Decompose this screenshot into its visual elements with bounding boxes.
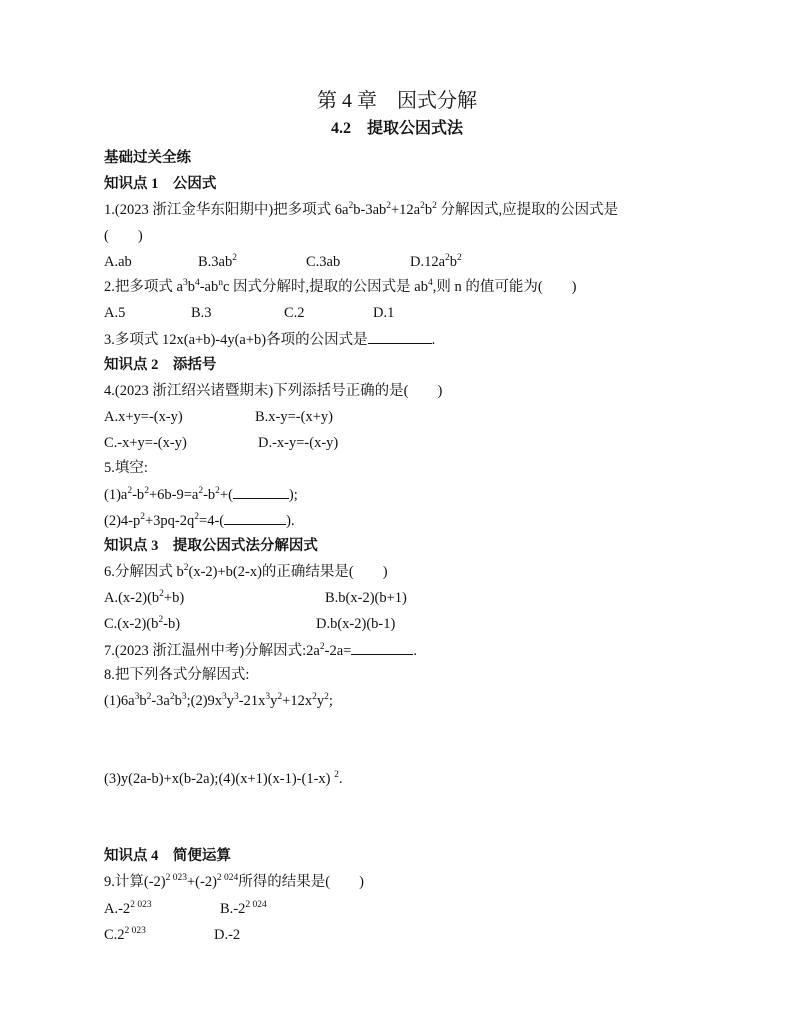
question-4: 4.(2023 浙江绍兴诸暨期末)下列添括号正确的是( ) bbox=[104, 383, 443, 399]
q2-option-a[interactable]: A.5 bbox=[104, 305, 126, 321]
answer-blank[interactable] bbox=[351, 640, 413, 655]
q9-option-c[interactable]: $C.2^{2 023}$ bbox=[104, 926, 146, 943]
question-1-answer-paren: ( ) bbox=[104, 228, 143, 244]
q2-option-b[interactable]: B.3 bbox=[191, 305, 212, 321]
q1-option-b[interactable]: $B.3ab^2$ bbox=[198, 253, 237, 270]
q9-option-a[interactable]: $A.-2^{2 023}$ bbox=[104, 900, 152, 917]
answer-blank[interactable] bbox=[224, 510, 286, 525]
question-1: 1.(2023 浙江金华东阳期中)把多项式 $6a^2b-3ab^2+12a^2b^2$ 分解因式,应提取的公因式是 bbox=[104, 201, 619, 218]
question-8-parts-3-4: (3)y(2a-b)+x(b-2a);(4)(x+1)(x-1)-(1-x) $^2$. bbox=[104, 770, 343, 787]
q9-option-b[interactable]: $B.-2^{2 024}$ bbox=[220, 900, 267, 917]
section-subtitle: 4.2 提取公因式法 bbox=[330, 120, 463, 137]
question-9: 9.计算$(-2)^{2 023}+(-2)^{2 024}$所得的结果是( ) bbox=[104, 873, 364, 890]
chapter-title bbox=[0, 88, 794, 114]
knowledge-point-2-heading: 知识点 2 添括号 bbox=[104, 357, 217, 373]
question-2: 2.把多项式 $a^3b^4-ab^nc$ 因式分解时,提取的公因式是 $ab^4$,则 n 的值可能为( ) bbox=[104, 278, 577, 295]
q6-option-c[interactable]: $C.(x-2)(b^2-b)$ bbox=[104, 615, 181, 632]
question-5-part-1: $(1)a^2-b^2+6b-9=a^2-b^2+$( ); bbox=[104, 486, 298, 503]
q6-option-d[interactable]: D.b(x-2)(b-1) bbox=[316, 616, 396, 632]
q6-option-b[interactable]: B.b(x-2)(b+1) bbox=[325, 590, 407, 606]
q1-option-c[interactable]: C.3ab bbox=[306, 254, 341, 270]
question-5-part-2: $(2)4-p^2+3pq-2q^2=4-$( ). bbox=[104, 512, 295, 529]
question-8: 8.把下列各式分解因式: bbox=[104, 667, 250, 683]
question-3: 3.多项式 12x(a+b)-4y(a+b)各项的公因式是 . bbox=[104, 329, 435, 350]
q6-option-a[interactable]: $A.(x-2)(b^2+b)$ bbox=[104, 589, 185, 606]
q2-option-c[interactable]: C.2 bbox=[284, 305, 305, 321]
q4-option-d[interactable]: D.-x-y=-(x-y) bbox=[258, 435, 339, 451]
q9-option-d[interactable]: D.-2 bbox=[214, 927, 241, 943]
question-6: 6.分解因式 $b^2(x-2)+b(2-x)$的正确结果是( ) bbox=[104, 563, 388, 580]
section-heading: 基础过关全练 bbox=[104, 150, 191, 166]
chapter-name: 因式分解 bbox=[397, 90, 477, 112]
question-5: 5.填空: bbox=[104, 460, 148, 476]
knowledge-point-4-heading: 知识点 4 简便运算 bbox=[104, 848, 231, 864]
answer-blank[interactable] bbox=[233, 484, 289, 499]
q4-option-c[interactable]: C.-x+y=-(x-y) bbox=[104, 435, 187, 451]
question-7: 7.(2023 浙江温州中考)分解因式$:2a^2-2a=$ . bbox=[104, 642, 417, 659]
chapter-number: 第 4 章 bbox=[317, 90, 377, 112]
knowledge-point-1-heading: 知识点 1 公因式 bbox=[104, 176, 217, 192]
q1-option-d[interactable]: $D.12a^2b^2$ bbox=[410, 253, 462, 270]
q4-option-b[interactable]: B.x-y=-(x+y) bbox=[255, 409, 333, 425]
q4-option-a[interactable]: A.x+y=-(x-y) bbox=[104, 409, 183, 425]
answer-blank[interactable] bbox=[368, 329, 432, 344]
knowledge-point-3-heading: 知识点 3 提取公因式法分解因式 bbox=[104, 538, 318, 554]
q1-option-a[interactable]: A.ab bbox=[104, 254, 132, 270]
question-8-parts-1-2: $(1)6a^3b^2-3a^2b^3;(2)9x^3y^3-21x^3y^2+12x^2y^2$; bbox=[104, 692, 333, 709]
q2-option-d[interactable]: D.1 bbox=[373, 305, 395, 321]
